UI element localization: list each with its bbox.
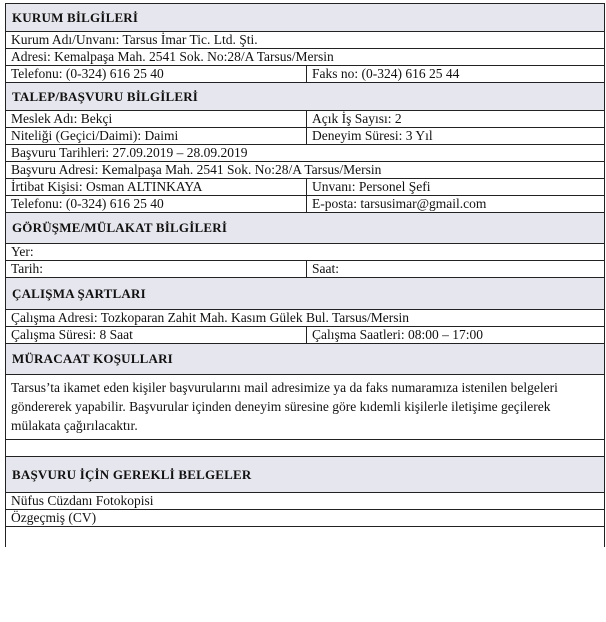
kurum-faks: Faks no: (0-324) 616 25 44 (312, 66, 460, 81)
talep-adres-row (6, 162, 604, 179)
belge-row (6, 510, 604, 527)
meslek-adi: Meslek Adı: Bekçi (6, 111, 307, 127)
calisma-saatleri: Çalışma Saatleri: 08:00 – 17:00 (312, 327, 483, 342)
calisma-adresi: Çalışma Adresi: Tozkoparan Zahit Mah. Kasım Gülek Bul. Tarsus/Mersin (11, 310, 410, 325)
basvuru-adresi: Başvuru Adresi: Kemalpaşa Mah. 2541 Sok. No:28/A Tarsus/Mersin (11, 162, 382, 177)
section-header-gorusme: GÖRÜŞME/MÜLAKAT BİLGİLERİ (6, 213, 604, 244)
gorusme-yer-row (6, 244, 604, 261)
muracaat-text: Tarsus’ta ikamet eden kişiler başvurularını mail adresimize ya da faks numaramıza istenilen belgeleri göndererek yapabilir. Başvurular içinden deneyim süresine göre kıdemli kişilerle iletişime geçilerek mülakata çağırılacaktır. (6, 375, 604, 440)
talep-iletisim-row (6, 196, 604, 213)
talep-irtibat-row (6, 179, 604, 196)
talep-nitelik-row (6, 128, 604, 145)
irtibat-unvani: Unvanı: Personel Şefi (312, 179, 431, 194)
deneyim-suresi: Deneyim Süresi: 3 Yıl (312, 128, 433, 143)
belge-row (6, 493, 604, 510)
gorusme-tarih: Tarih: (6, 261, 307, 277)
acik-is-sayisi: Açık İş Sayısı: 2 (312, 111, 402, 126)
empty-row (6, 527, 604, 547)
gorusme-saat: Saat: (312, 261, 339, 276)
kurum-adi: Kurum Adı/Unvanı: Tarsus İmar Tic. Ltd. Şti. (11, 32, 258, 47)
irtibat-kisisi: İrtibat Kişisi: Osman ALTINKAYA (6, 179, 307, 195)
section-header-talep: TALEP/BAŞVURU BİLGİLERİ (6, 83, 604, 111)
empty-row (6, 440, 604, 457)
kurum-adres: Adresi: Kemalpaşa Mah. 2541 Sok. No:28/A Tarsus/Mersin (11, 49, 334, 64)
talep-tarih-row (6, 145, 604, 162)
kurum-adi-row (6, 32, 604, 49)
job-posting-form (5, 3, 605, 547)
section-header-calisma: ÇALIŞMA ŞARTLARI (6, 278, 604, 310)
section-header-muracaat: MÜRACAAT KOŞULLARI (6, 344, 604, 375)
calisma-sure-row (6, 327, 604, 344)
gorusme-tarih-row (6, 261, 604, 278)
belge-item: Özgeçmiş (CV) (11, 510, 97, 525)
calisma-suresi: Çalışma Süresi: 8 Saat (6, 327, 307, 343)
talep-meslek-row (6, 111, 604, 128)
calisma-adres-row (6, 310, 604, 327)
talep-eposta: E-posta: tarsusimar@gmail.com (312, 196, 487, 211)
belge-item: Nüfus Cüzdanı Fotokopisi (11, 493, 154, 508)
kurum-adres-row (6, 49, 604, 66)
kurum-iletisim-row (6, 66, 604, 83)
niteligi: Niteliği (Geçici/Daimi): Daimi (6, 128, 307, 144)
section-header-kurum: KURUM BİLGİLERİ (6, 3, 604, 32)
talep-telefon: Telefonu: (0-324) 616 25 40 (6, 196, 307, 212)
section-header-belgeler: BAŞVURU İÇİN GEREKLİ BELGELER (6, 457, 604, 493)
gorusme-yer: Yer: (11, 244, 34, 259)
basvuru-tarihleri: Başvuru Tarihleri: 27.09.2019 – 28.09.2019 (11, 145, 248, 160)
kurum-telefon: Telefonu: (0-324) 616 25 40 (6, 66, 307, 82)
